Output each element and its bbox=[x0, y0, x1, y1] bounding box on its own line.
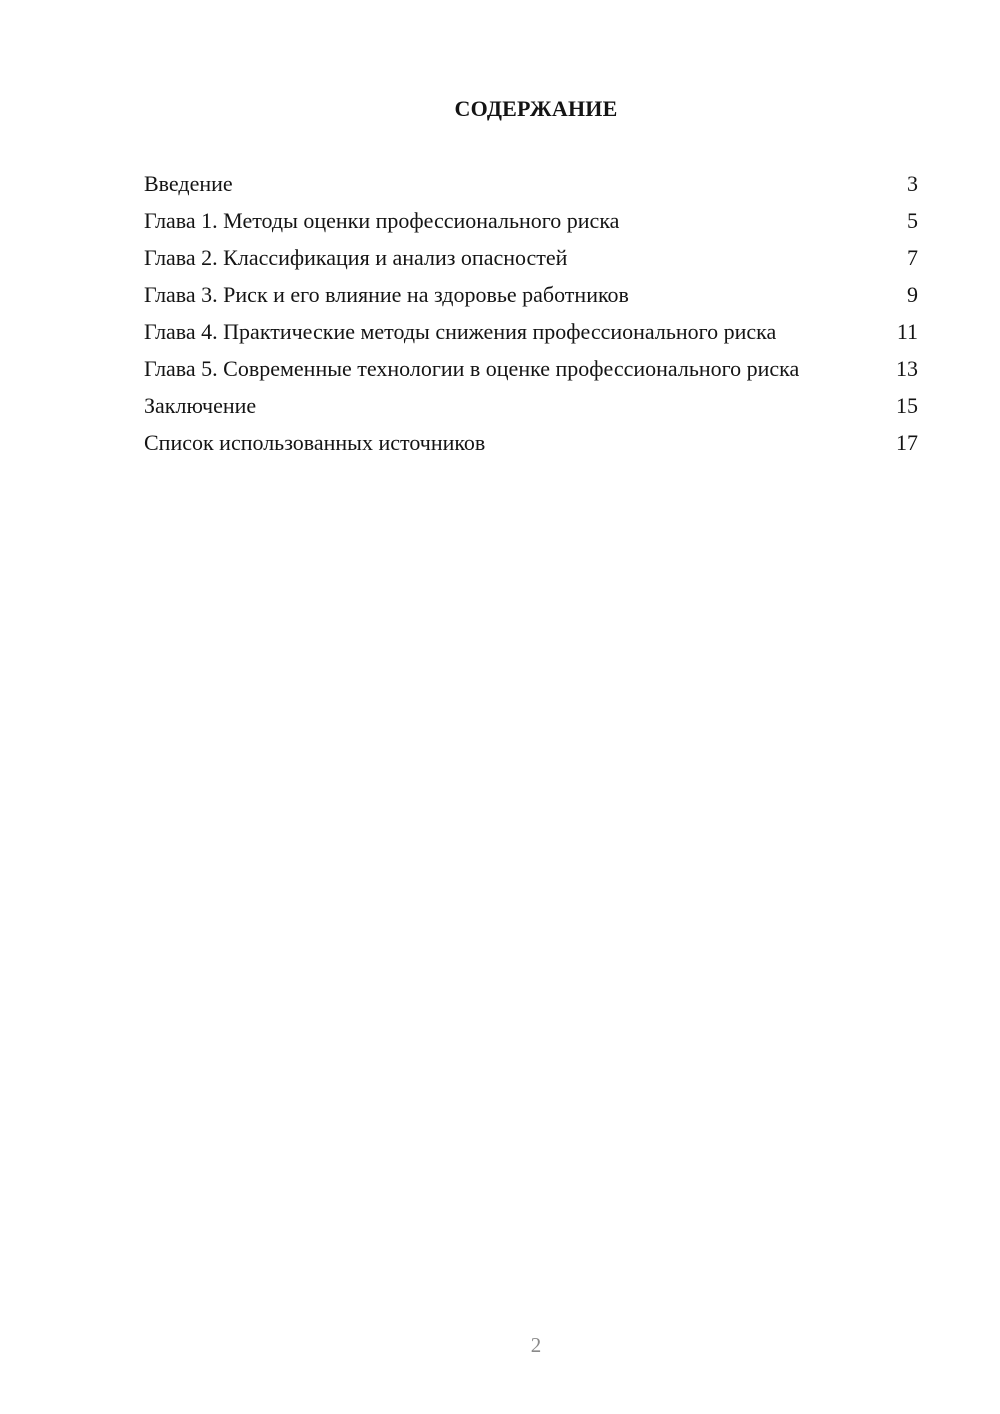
table-of-contents bbox=[144, 170, 918, 466]
toc-entry-conclusion[interactable] bbox=[144, 392, 918, 419]
toc-entry-page: 5 bbox=[907, 208, 918, 233]
toc-entry-page: 15 bbox=[896, 393, 918, 418]
toc-entry-title: Заключение bbox=[144, 393, 257, 418]
toc-entry-page: 17 bbox=[896, 430, 918, 455]
page-number: 2 bbox=[530, 1333, 542, 1357]
toc-entry-page: 13 bbox=[896, 356, 918, 381]
toc-entry-title: Глава 4. Практические методы снижения профессионального риска bbox=[144, 319, 777, 344]
toc-entry-title: Введение bbox=[144, 171, 233, 196]
toc-entry-chapter-3[interactable] bbox=[144, 281, 918, 308]
toc-entry-introduction[interactable] bbox=[144, 170, 918, 197]
toc-entry-page: 9 bbox=[907, 282, 918, 307]
toc-entry-references[interactable] bbox=[144, 429, 918, 456]
toc-entry-title: Глава 3. Риск и его влияние на здоровье работников bbox=[144, 282, 629, 307]
page-title: СОДЕРЖАНИЕ bbox=[454, 96, 618, 121]
toc-entry-page: 3 bbox=[907, 171, 918, 196]
toc-entry-chapter-5[interactable] bbox=[144, 355, 918, 382]
toc-entry-title: Глава 2. Классификация и анализ опасностей bbox=[144, 245, 568, 270]
toc-entry-chapter-4[interactable] bbox=[144, 318, 918, 345]
toc-entry-page: 7 bbox=[907, 245, 918, 270]
toc-entry-title: Глава 5. Современные технологии в оценке профессионального риска bbox=[144, 356, 800, 381]
toc-entry-chapter-1[interactable] bbox=[144, 207, 918, 234]
toc-entry-title: Глава 1. Методы оценки профессионального риска bbox=[144, 208, 620, 233]
toc-entry-title: Список использованных источников bbox=[144, 430, 486, 455]
toc-entry-page: 11 bbox=[896, 319, 918, 344]
toc-entry-chapter-2[interactable] bbox=[144, 244, 918, 271]
